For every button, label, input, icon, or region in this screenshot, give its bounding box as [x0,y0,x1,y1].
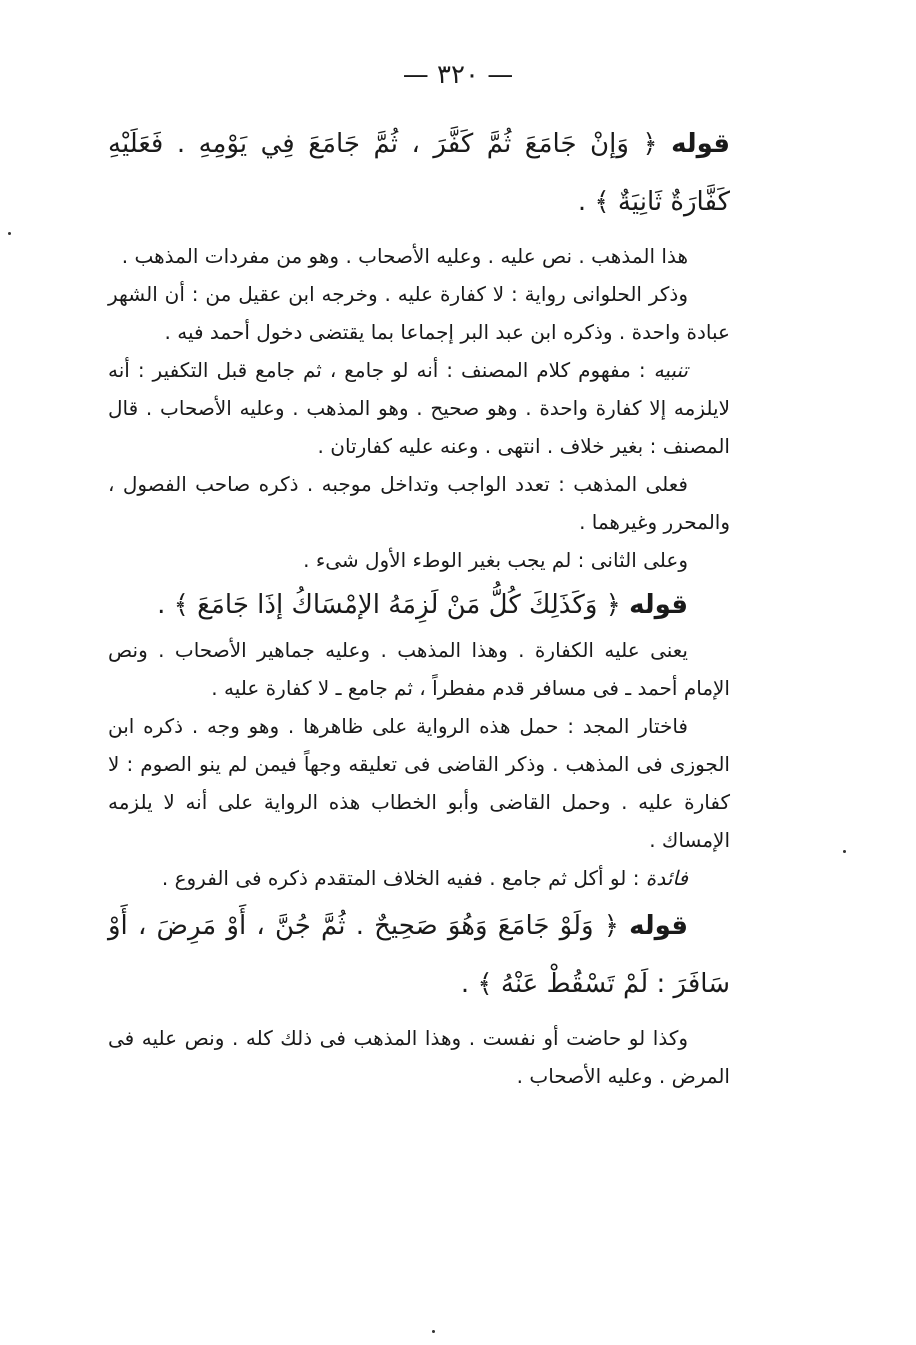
scan-speck [432,1330,435,1333]
note-tanbih [108,351,730,465]
note-text: : مفهوم كلام المصنف : أنه لو جامع ، ثم جامع قبل التكفير : أنه لايلزمه إلا كفارة واحدة . وهو صحيح . وهو المذهب . وعليه الأصحاب . قال المصنف : بغير خلاف . انتهى . وعنه عليه كفارتان . [108,358,730,458]
quote-heading-3 [108,897,730,1013]
note-text: : لو أكل ثم جامع . ففيه الخلاف المتقدم ذكره فى الفروع . [161,866,646,890]
page-number: — ٣٢٠ — [402,60,514,90]
note-faida [108,859,730,897]
heading-text: ﴿ وَلَوْ جَامَعَ وَهُوَ صَحِيحٌ . ثُمَّ جُنَّ ، أَوْ مَرِضَ ، أَوْ سَافَرَ : لَمْ تَسْقُطْ عَنْهُ ﴾ . [108,911,730,999]
quote-heading-1 [108,115,730,231]
heading-lead-word: قوله [629,911,688,941]
scan-speck [843,850,846,853]
note-lead-word: تنبيه [653,358,688,382]
heading-text: ﴿ وَكَذَلِكَ كُلُّ مَنْ لَزِمَهُ الإمْسَاكُ إذَا جَامَعَ ﴾ . [157,590,630,620]
page-body [108,115,730,1095]
scan-speck [8,232,11,235]
paragraph-1: هذا المذهب . نص عليه . وعليه الأصحاب . وهو من مفردات المذهب . [121,244,688,268]
paragraph-4: وعلى الثانى : لم يجب بغير الوطء الأول شىء . [303,548,688,572]
paragraph-5: يعنى عليه الكفارة . وهذا المذهب . وعليه جماهير الأصحاب . ونص الإمام أحمد ـ فى مسافر قدم مفطراً ، ثم جامع ـ لا كفارة عليه . [108,638,730,700]
note-lead-word: فائدة [645,866,688,890]
paragraph-7: وكذا لو حاضت أو نفست . وهذا المذهب فى ذلك كله . ونص عليه فى المرض . وعليه الأصحاب . [108,1026,730,1088]
heading-lead-word: قوله [629,590,688,620]
paragraph-3: فعلى المذهب : تعدد الواجب وتداخل موجبه . ذكره صاحب الفصول ، والمحرر وغيرهما . [108,472,730,534]
heading-lead-word: قوله [671,129,730,159]
paragraph-6: فاختار المجد : حمل هذه الرواية على ظاهرها . وهو وجه . ذكره ابن الجوزى فى المذهب . وذكر القاضى فى تعليقه وجهاً فيمن لم ينو الصوم : لا كفارة عليه . وحمل القاضى وأبو الخطاب هذه الرواية على أنه لا يلزمه الإمساك . [108,714,730,852]
heading-text: ﴿ وَإنْ جَامَعَ ثُمَّ كَفَّرَ ، ثُمَّ جَامَعَ فِي يَوْمِهِ . فَعَلَيْهِ كَفَّارَةٌ ثَانِيَةٌ ﴾ . [108,129,730,217]
paragraph-2: وذكر الحلوانى رواية : لا كفارة عليه . وخرجه ابن عقيل من : أن الشهر عبادة واحدة . وذكره ابن عبد البر إجماعا بما يقتضى دخول أحمد فيه . [108,282,730,344]
quote-heading-2 [108,579,730,631]
